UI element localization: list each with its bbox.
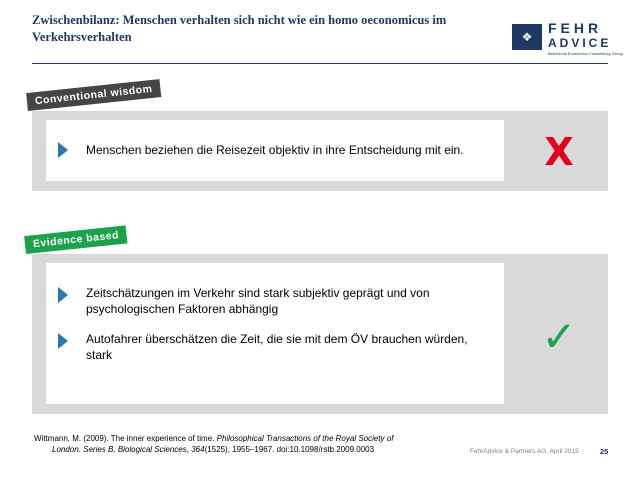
check-mark-icon: ✓: [541, 312, 577, 361]
conventional-wisdom-panel: [32, 111, 608, 191]
evidence-based-label: Evidence based: [24, 225, 128, 254]
conventional-statement: Menschen beziehen die Reisezeit objektiv in ihre Entscheidung mit ein.: [86, 143, 464, 157]
title-divider: [32, 63, 608, 64]
evidence-statement-card: [46, 263, 504, 404]
conventional-statement-card: [46, 120, 504, 181]
slide-title-line2: Verkehrsverhalten: [32, 30, 132, 44]
bullet-triangle-icon: [58, 142, 68, 158]
bullet-triangle-icon: [58, 333, 68, 349]
logo-word-advice: ADVICE: [548, 36, 612, 50]
slide-title: [32, 12, 472, 46]
fehradvice-logo-icon: ❖: [512, 24, 542, 50]
conventional-wisdom-label: Conventional wisdom: [26, 79, 161, 111]
evidence-statement-1: Zeitschätzungen im Verkehr sind stark subjektiv geprägt und von psychologischen Faktoren abhängig: [86, 286, 430, 316]
logo-tagline: Behavioral Economics Consultancy Group: [548, 51, 623, 56]
page-number: 25: [600, 447, 609, 456]
logo-word-fehr: FEHR: [548, 20, 603, 36]
fehradvice-logo: [512, 16, 623, 58]
cross-mark-icon: X: [544, 129, 574, 174]
source-citation: Wittmann, M. (2009). The inner experience of time. Philosophical Transactions of the Royal Society of London. Series B, Biological Sciences, 364(1525), 1955–1967. doi:10.1098/rstb.2009.0003: [34, 434, 394, 454]
footer-company: FehrAdvice & Partners AG, April 2015: [470, 448, 579, 455]
evidence-based-panel: [32, 254, 608, 414]
bullet-triangle-icon: [58, 287, 68, 303]
evidence-statement-2: Autofahrer überschätzen die Zeit, die sie mit dem ÖV brauchen würden, stark: [86, 332, 468, 362]
slide-title-line1: Zwischenbilanz: Menschen verhalten sich nicht wie ein homo oeconomicus im: [32, 13, 447, 27]
